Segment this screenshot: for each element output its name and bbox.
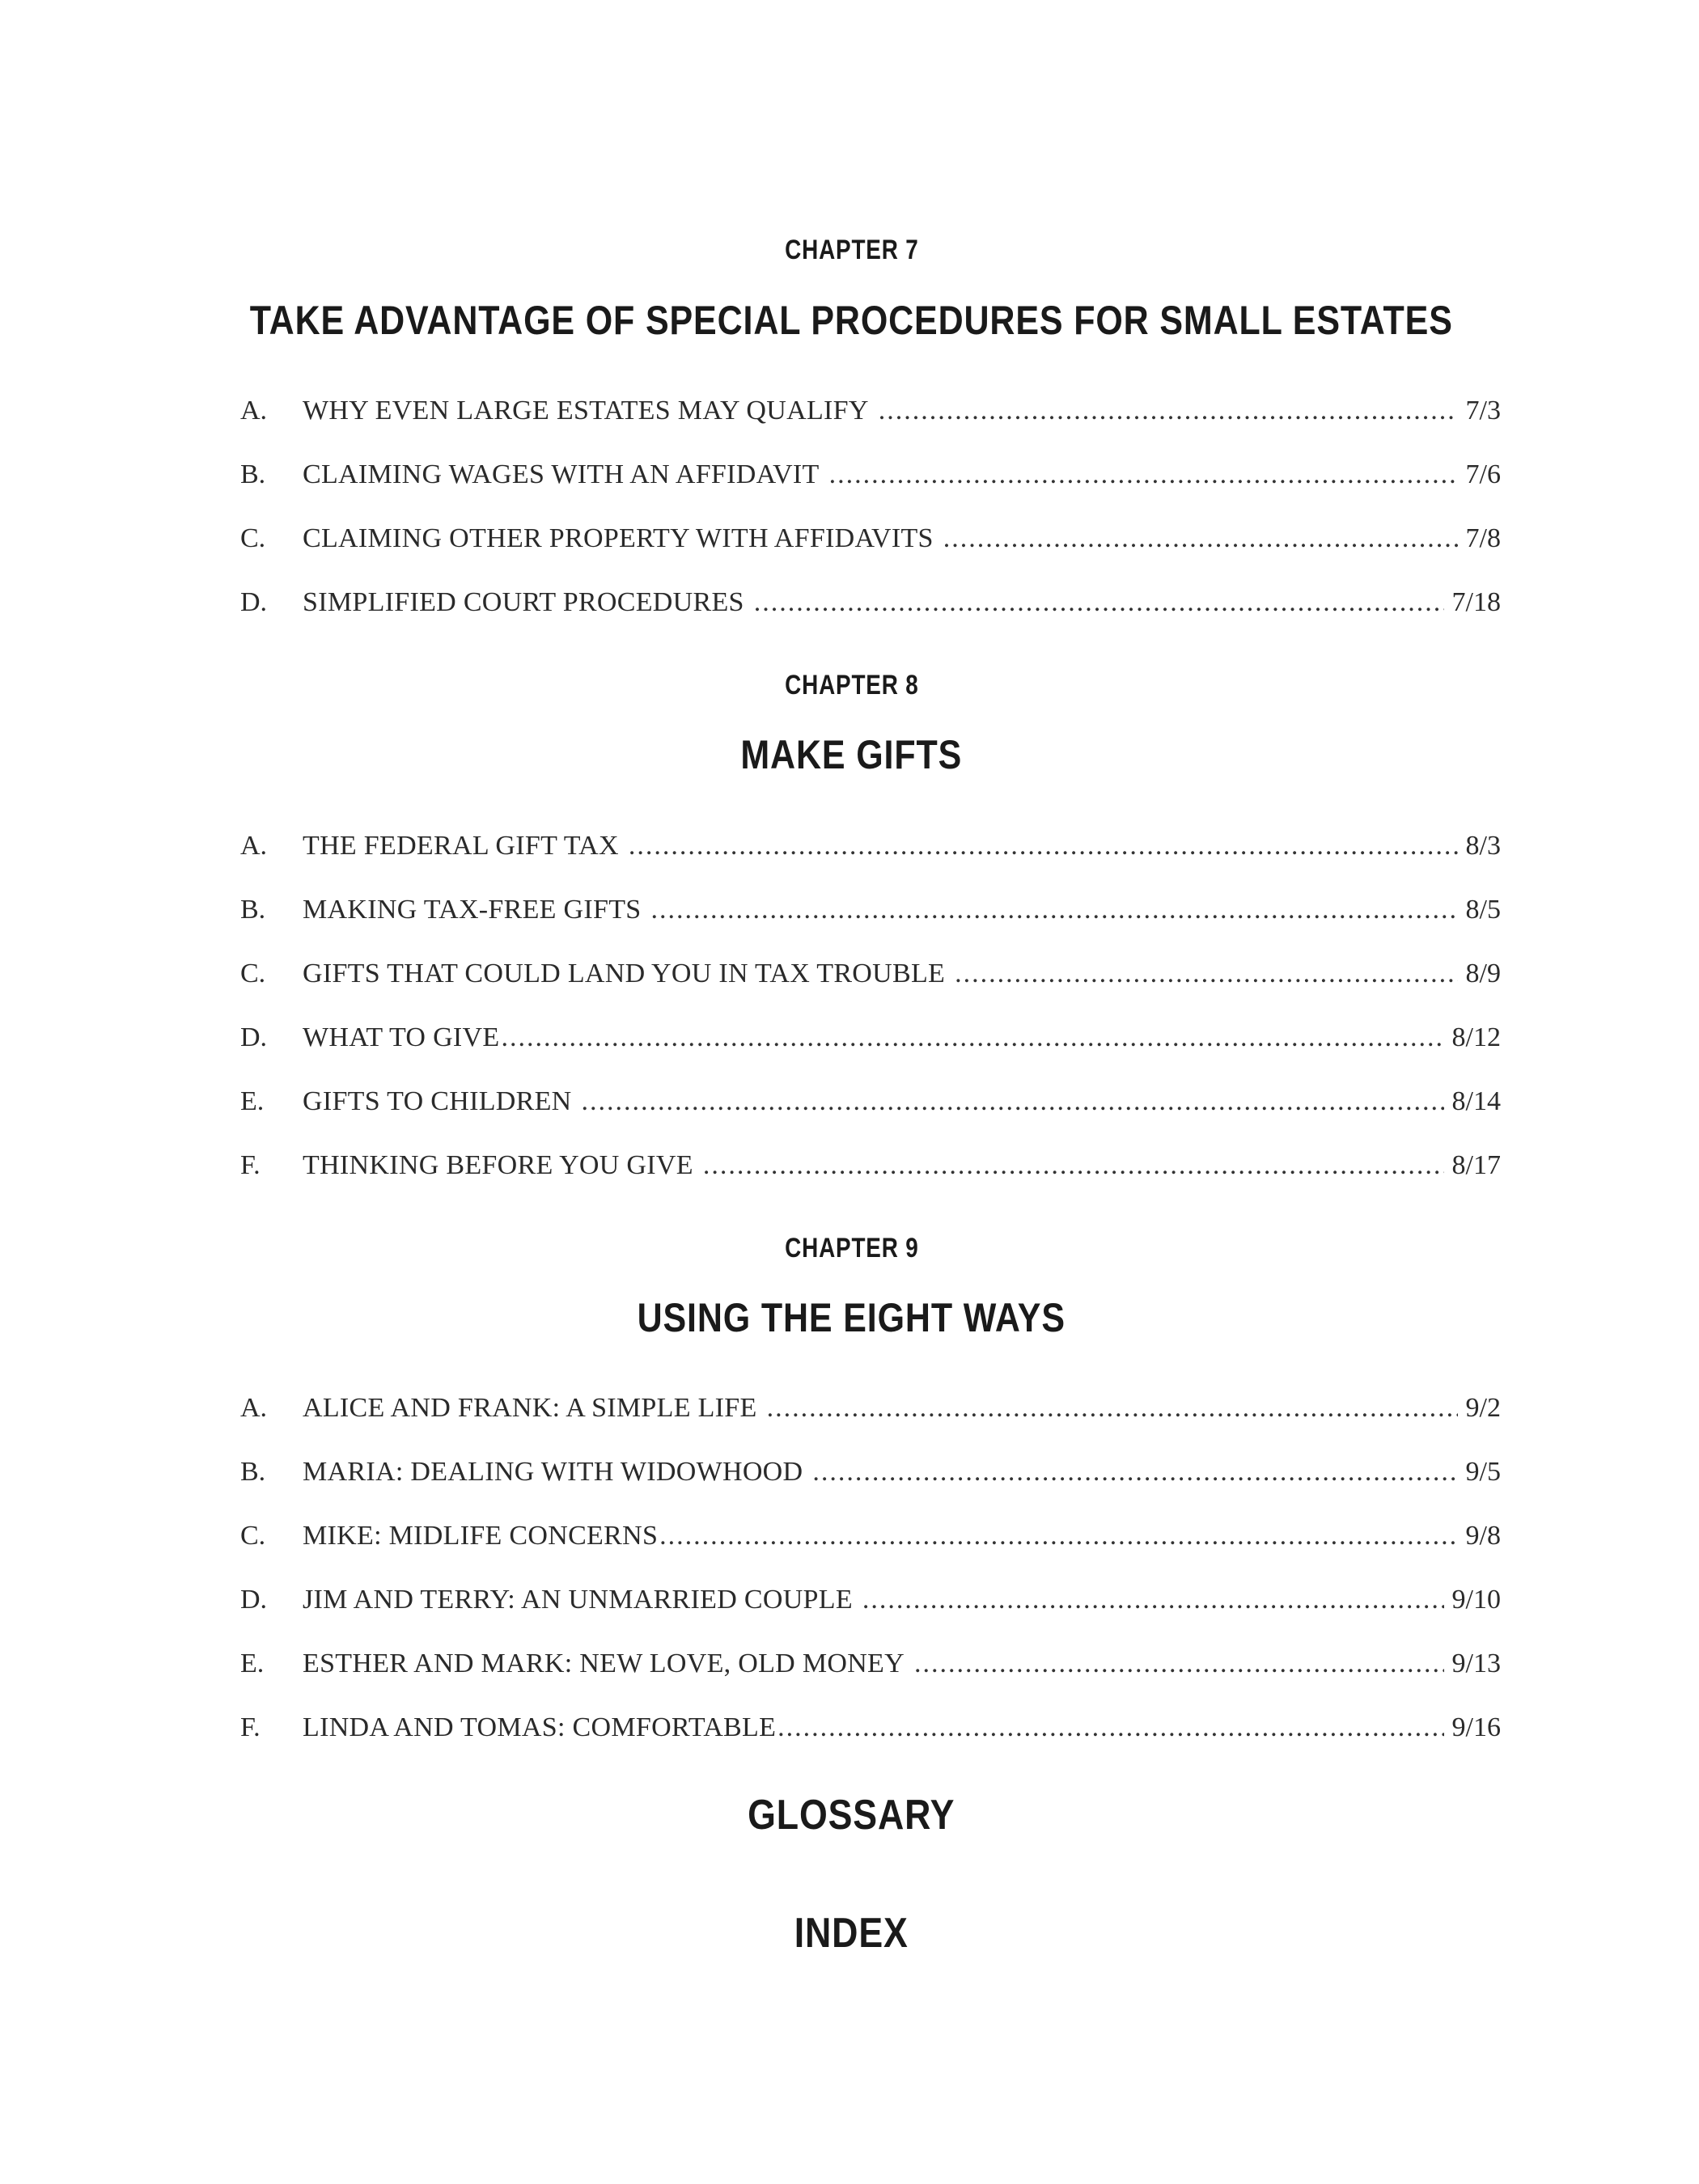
toc-entry-page: 8/17	[1451, 1150, 1501, 1180]
toc-entry-page: 8/9	[1465, 959, 1501, 988]
toc-entry-page: 9/5	[1465, 1457, 1501, 1487]
toc-entry-title: WHAT TO GIVE	[303, 1022, 500, 1052]
toc-entry-letter: F.	[240, 1712, 261, 1742]
toc-entry-page: 8/5	[1465, 895, 1501, 925]
toc-entry[interactable]	[240, 457, 1501, 493]
toc-entry[interactable]	[240, 521, 1501, 557]
toc-entry-title: THE FEDERAL GIFT TAX	[303, 831, 619, 861]
chapter-8-title: MAKE GIFTS	[740, 732, 963, 777]
toc-entry-title: GIFTS THAT COULD LAND YOU IN TAX TROUBLE	[303, 959, 946, 988]
toc-entry-page: 9/2	[1465, 1393, 1501, 1423]
toc-entry-page: 7/6	[1465, 459, 1501, 489]
toc-entry-letter: C.	[240, 959, 266, 988]
toc-entry[interactable]	[240, 1454, 1501, 1490]
toc-entry-title: SIMPLIFIED COURT PROCEDURES	[303, 587, 744, 617]
toc-entry[interactable]	[240, 585, 1501, 620]
toc-entry-page: 8/14	[1451, 1086, 1501, 1116]
dot-leader	[582, 1084, 1444, 1120]
toc-entry[interactable]	[240, 828, 1501, 864]
toc-entry-letter: F.	[240, 1150, 261, 1180]
toc-entry-title: WHY EVEN LARGE ESTATES MAY QUALIFY	[303, 396, 869, 425]
chapter-7-title: TAKE ADVANTAGE OF SPECIAL PROCEDURES FOR SMALL ESTATES	[249, 298, 1453, 343]
dot-leader	[501, 1020, 1443, 1056]
toc-entry-page: 8/3	[1465, 831, 1501, 861]
chapter-7-label: CHAPTER 7	[785, 235, 919, 265]
dot-leader	[777, 1710, 1443, 1746]
dot-leader	[767, 1390, 1458, 1426]
toc-entry[interactable]	[240, 1582, 1501, 1618]
dot-leader	[629, 828, 1458, 864]
toc-entry-title: GIFTS TO CHILDREN	[303, 1086, 572, 1116]
toc-entry-title: MIKE: MIDLIFE CONCERNS	[303, 1521, 659, 1551]
dot-leader	[754, 585, 1444, 620]
toc-entry-page: 7/18	[1451, 587, 1501, 617]
toc-entry-letter: D.	[240, 587, 268, 617]
toc-entry-page: 9/8	[1465, 1521, 1501, 1551]
toc-entry-title: CLAIMING OTHER PROPERTY WITH AFFIDAVITS	[303, 523, 934, 553]
toc-entry-title: CLAIMING WAGES WITH AN AFFIDAVIT	[303, 459, 820, 489]
toc-entry-title: ESTHER AND MARK: NEW LOVE, OLD MONEY	[303, 1649, 905, 1678]
dot-leader	[659, 1518, 1457, 1554]
toc-entry-letter: D.	[240, 1022, 268, 1052]
toc-entry-letter: B.	[240, 459, 266, 489]
toc-entry-title: MAKING TAX-FREE GIFTS	[303, 895, 642, 925]
toc-entry-title: THINKING BEFORE YOU GIVE	[303, 1150, 693, 1180]
toc-entry-letter: D.	[240, 1585, 268, 1615]
dot-leader	[703, 1148, 1444, 1183]
toc-entry-title: LINDA AND TOMAS: COMFORTABLE	[303, 1712, 777, 1742]
toc-entry-title: JIM AND TERRY: AN UNMARRIED COUPLE	[303, 1585, 853, 1615]
dot-leader	[862, 1582, 1444, 1618]
toc-entry[interactable]	[240, 1518, 1501, 1554]
toc-entry-page: 9/13	[1451, 1649, 1501, 1678]
index-heading[interactable]: INDEX	[794, 1910, 909, 1957]
toc-entry-title: ALICE AND FRANK: A SIMPLE LIFE	[303, 1393, 757, 1423]
toc-entry[interactable]	[240, 393, 1501, 429]
chapter-9-title: USING THE EIGHT WAYS	[637, 1295, 1066, 1340]
toc-entry-page: 9/16	[1451, 1712, 1501, 1742]
toc-entry[interactable]	[240, 1390, 1501, 1426]
toc-entry[interactable]	[240, 1710, 1501, 1746]
toc-entry[interactable]	[240, 1148, 1501, 1183]
chapter-9-label: CHAPTER 9	[785, 1233, 919, 1263]
chapter-8-label: CHAPTER 8	[785, 670, 919, 700]
toc-entry-page: 8/12	[1451, 1022, 1501, 1052]
toc-entry-page: 7/8	[1465, 523, 1501, 553]
dot-leader	[651, 892, 1458, 928]
toc-entry[interactable]	[240, 1646, 1501, 1682]
dot-leader	[879, 393, 1458, 429]
glossary-heading[interactable]: GLOSSARY	[748, 1792, 955, 1839]
toc-entry[interactable]	[240, 892, 1501, 928]
toc-entry[interactable]	[240, 1020, 1501, 1056]
toc-entry-page: 9/10	[1451, 1585, 1501, 1615]
toc-entry[interactable]	[240, 1084, 1501, 1120]
toc-entry-letter: A.	[240, 396, 268, 425]
toc-entry-letter: A.	[240, 831, 268, 861]
toc-entry[interactable]	[240, 956, 1501, 992]
toc-entry-letter: B.	[240, 1457, 266, 1487]
toc-entry-letter: C.	[240, 1521, 266, 1551]
dot-leader	[955, 956, 1457, 992]
toc-entry-letter: E.	[240, 1649, 265, 1678]
dot-leader	[829, 457, 1458, 493]
dot-leader	[914, 1646, 1444, 1682]
dot-leader	[943, 521, 1458, 557]
toc-entry-letter: C.	[240, 523, 266, 553]
dot-leader	[812, 1454, 1457, 1490]
toc-entry-page: 7/3	[1465, 396, 1501, 425]
toc-entry-letter: A.	[240, 1393, 268, 1423]
toc-entry-letter: E.	[240, 1086, 265, 1116]
toc-entry-letter: B.	[240, 895, 266, 925]
toc-entry-title: MARIA: DEALING WITH WIDOWHOOD	[303, 1457, 803, 1487]
